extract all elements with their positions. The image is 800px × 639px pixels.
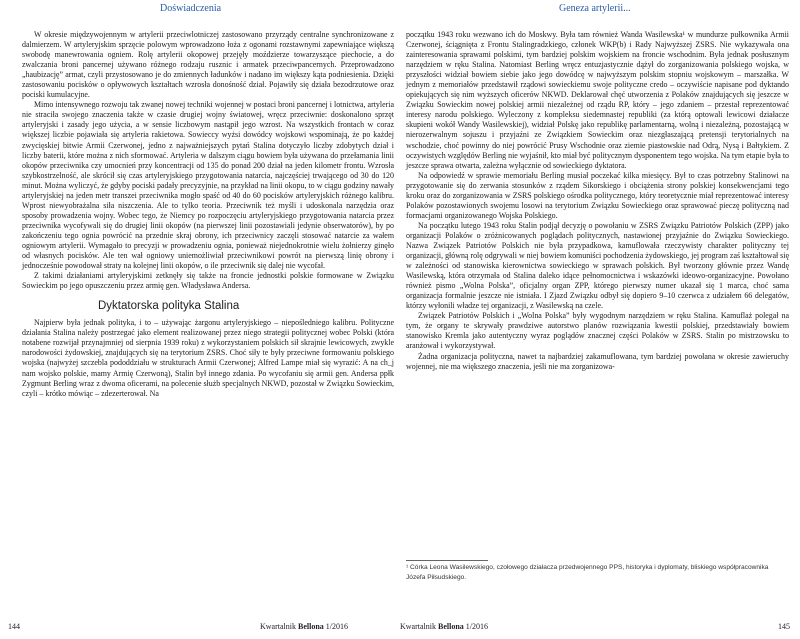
paragraph: Na odpowiedź w sprawie memoriału Berling musiał poczekać kilka miesięcy. Był to czas potrzebny Stalinowi na przygotowanie się do zerwania stosunków z rządem Sikorskiego i obciążenia strony polskiej konsekwencjami tego kroku oraz do zorganizowania w ZSRS polskiego ośrodka politycznego, który teoretycznie miał reprezentować interesy Polaków pozostawionych swojemu losowi na terytorium Związku Sowieckiego oraz sprawować pieczę polityczną nad formacjami organizowanego Wojska Polskiego. [406, 170, 789, 220]
paragraph: Żadna organizacja polityczna, nawet ta najbardziej zakamuflowana, tym bardziej powołana w okresie zawieruchy wojennej, nie ma większego znaczenia, jeśli nie ma zorganizowa- [406, 351, 789, 371]
paragraph: Mimo intensywnego rozwoju tak zwanej nowej techniki wojennej w postaci broni pancernej i lotnictwa, artyleria nie straciła swojego znaczenia także w czasie drugiej wojny światowej, wręcz przeciwnie: doskonalono sprzęt artyleryjski i zasady jego użycia, a w sensie liczbowym nastąpił jego wzrost. Na wszystkich frontach w coraz większej liczbie pojawiała się artyleria rakietowa. Sowieccy wyżsi dowódcy wojskowi wspominają, że po każdej zwycięskiej bitwie Armii Czerwonej, jedno z najważniejszych pytań Stalina dotyczyło liczby zdobytych dział i liczby baterii, które można z nich sformować. Artyleria w dalszym ciągu bowiem była używana do przełamania linii okopów przeciwnika czy umocnień przy koncentracji od 135 do ponad 200 dział na jeden kilometr frontu. Wzrosła szybkostrzelność, ale skrócił się czas artyleryjskiego przygotowania natarcia, najczęściej trwającego od 30 do 120 minut. Można wyliczyć, że gdyby pociski padały precyzyjnie, na przykład na linii okopu, to w ciągu godziny nawały artyleryjskiej na jeden metr transzei przeciwnika mogło spaść od 40 do 60 pocisków artyleryjskich różnego kalibru. Wprost niewyobrażalna siła niszczenia. Ale to tylko teoria. Przeciwnik też myśli i udoskonala narzędzia oraz sposoby prowadzenia wojny. Wobec tego, że Niemcy po rozpoczęciu artyleryjskiego przygotowania natarcia przez przeciwnika wycofywali się do drugiej linii okopów (na pierwszej linii pozostawiali jedynie obserwatorów), by po zakończeniu tego ognia powrócić na przednie skraj obrony, ich przeciwnicy zaczęli stosować natarcie za wałem ogniowym artylerii. Wymagało to precyzji w prowadzeniu ognia, ponieważ niejednokrotnie wielu żołnierzy ginęło od własnych pocisków. Ale ten wał ogniowy uniemożliwiał przeciwnikowi powrót na pierwszą linię obrony i jednocześnie powodował straty na kolejnej linii okopów, o ile przeciwnik się dalej nie wycofał. [22, 100, 394, 271]
journal-name: Kwartalnik Bellona 1/2016 [260, 622, 349, 631]
page-number: 145 [778, 622, 790, 631]
left-body-text [22, 30, 394, 399]
footnote: ¹ Córka Leona Wasilewskiego, czołowego działacza przedwojennego PPS, historyka i dyplomaty, bliskiego współpracownika Józefa Piłsudskiego. [406, 564, 769, 581]
journal-name: Kwartalnik Bellona 1/2016 [400, 622, 489, 631]
right-page [400, 0, 800, 639]
paragraph: W okresie międzywojennym w artylerii przeciwlotniczej zastosowano przyrządy centralne synchronizowane z dalmierzem. W artyleryjskim sprzęcie polowym wprowadzono łoża z ogonami rozstawnymi zapewniające większą swobodę manewrowania ogniem. Rolę artylerii okopowej przejęły moździerze towarzyszące piechocie, a do zwalczania broni pancernej używano różnego rodzaju rusznic i armatek przeciwpancernych. Przeprowadzono „haubizację” armat, czyli przystosowano je do zmiennych ładunków i nadano im większy kąta podniesienia. Dzięki zastosowaniu pocisków o opływowych kształtach wzrosła donośność dział. Pojawiły się działa bezodrzutowe oraz pociski kumulacyjne. [22, 30, 394, 100]
running-head: Doświadczenia [160, 3, 222, 14]
right-body-text [406, 30, 789, 372]
paragraph: Najpierw była jednak polityka, i to – używając żargonu artyleryjskiego – niepośledniego kalibru. Polityczne działania Stalina należy postrzegać jako element realizowanej przez niego strategii politycznej wobec Polski (która notabene rozwijał przynajmniej od sierpnia 1939 roku) z wykorzystaniem polskich sił skrajnie lewicowych, zwykle narodowości żydowskiej, znajdujących się na terytorium ZSRS. Choć siły te były przeciwne formowaniu polskiego wojska (najwyżej szczebla pododdziału w strukturach Armii Czerwonej; Alfred Lampe miał się wyrazić: A na ch_j nam wojsko polskie, mamy Armię Czerwoną), Stalin był innego zdania. Po wycofaniu się armii gen. Andersa ppłk Zygmunt Berling wraz z dwoma oficerami, na polecenie służb specjalnych NKWD, pozostał w Związku Sowieckim, czyli – krótko mówiąc – zdezerterował. Na [22, 318, 394, 398]
paragraph: Z takimi działaniami artyleryjskimi zetknęły się także na froncie jednostki polskie formowane w Związku Sowieckim po jego opuszczeniu przez armię gen. Władysława Andersa. [22, 271, 394, 291]
paragraph: początku 1943 roku wezwano ich do Moskwy. Była tam również Wanda Wasilewska¹ w mundurze pułkownika Armii Czerwonej, ściągnięta z Frontu Stalingradzkiego, członek WKP(b) i Rady Najwyższej ZSRS. Nie wykazywała ona zainteresowania sprawami polskimi, tym bardziej polskim wojskiem na froncie wschodnim. Była jednak posłusznym narzędziem w ręku Stalina. Natomiast Berling wręcz entuzjastycznie dążył do zorganizowania polskiego wojska, w przyszłości widział bowiem siebie jako jego dowódcę w najwyższym polskim stopniu wojskowym – marszałka. W jednym z memoriałów przedstawił rządowi sowieckiemu swoje polityczne credo – oczywiście napisane pod dyktando opiekujących się nim wyższych oficerów NKWD. Deklarował chęć utworzenia z Polaków znajdujących się jeszcze w Związku Sowieckim nowej polskiej armii niezależnej od rządu RP, który – jego zdaniem – przestał reprezentować interesy narodu polskiego. Wyleczony z kompleksu siedemnastej republiki (za którą optowali lewicowi działacze skupieni wokół Wandy Wasilewskiej), widział Polskę jako republikę parlamentarną, wolną i niezależną, pozostającą w nierozerwalnym sojuszu i przyjaźni ze Związkiem Sowieckim oraz niezgłaszającą pretensji terytorialnych na wschodzie, choć powinny do niej powrócić Prusy Wschodnie oraz ziemie piastowskie nad Odrą, Nysą i Bałtykiem. Z oczywistych względów Berling nie wyjaśnił, kto miał być politycznym dysponentem tego wojska. Na tym etapie była to jeszcze sprawa otwarta, zależna wyłącznie od sowieckiego dyktatora. [406, 30, 789, 170]
page-number: 144 [8, 622, 20, 631]
paragraph: Na początku lutego 1943 roku Stalin podjął decyzję o powołaniu w ZSRS Związku Patriotów Polskich (ZPP) jako organizacji Polaków o zróżnicowanych poglądach politycznych, nastawionej przyjaźnie do Związku Sowieckiego. Nazwa Związek Patriotów Polskich nie była przypadkowa, kamuflowała rzeczywisty charakter polityczny tej organizacji, główną rolę odgrywali w niej bowiem komuniści pochodzenia żydowskiego, jej program zaś kształtował się w zależności od stanowiska kierownictwa sowieckiego w sprawach polskich. Był tworzony głównie przez Wandę Wasilewską, która otrzymała od Stalina daleko idące pełnomocnictwa i wskazówki ideowo-organizacyjne. Powołano również pismo „Wolna Polska”, oficjalny organ ZPP, którego pierwszy numer ukazał się 1 marca, choć sama organizacja formalnie jeszcze nie istniała. I Zjazd Związku odbył się dopiero 9–10 czerwca z udziałem 66 delegatów, którzy wyłonili władze tej organizacji, z Wasilewską na czele. [406, 220, 789, 311]
paragraph: Związek Patriotów Polskich i „Wolna Polska” były wygodnym narzędziem w ręku Stalina. Kamuflaż polegał na tym, że organy te skrywały prawdziwe autorstwo planów rozwiązania kwestii polskiej, przedstawiały bowiem stanowisko Kremla jako autentyczny wyraz poglądów znacznej części Polaków w ZSRS. Stalin po mistrzowsku to aranżował i wykorzystywał. [406, 311, 789, 351]
section-heading: Dyktatorska polityka Stalina [98, 300, 240, 313]
running-head: Geneza artylerii... [559, 3, 631, 14]
footnote-rule [406, 560, 488, 561]
